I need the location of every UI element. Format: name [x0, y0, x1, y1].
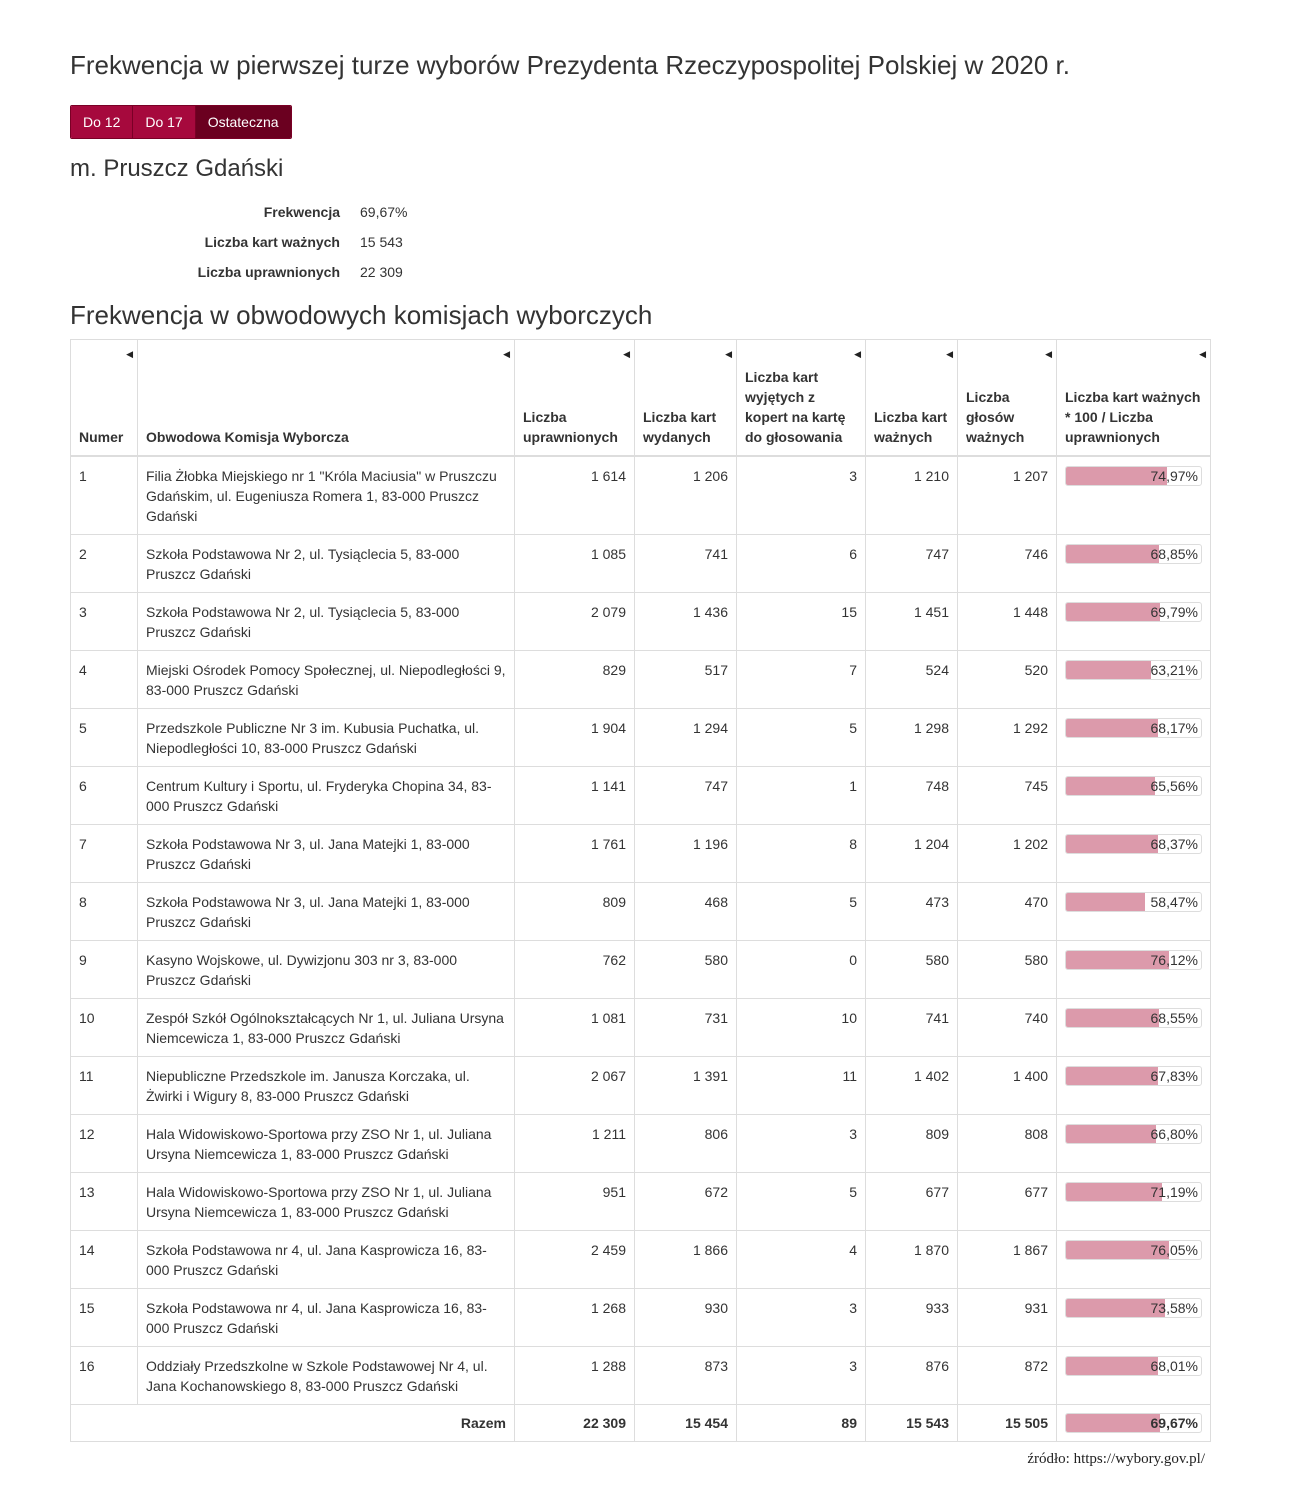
turnout-cell [1057, 592, 1211, 650]
turnout-bar [1065, 1240, 1202, 1260]
komisja-cell: Szkoła Podstawowa nr 4, ul. Jana Kasprowicza 16, 83-000 Pruszcz Gdański [138, 1230, 515, 1288]
turnout-bar-label: 71,19% [1150, 1183, 1198, 1200]
turnout-bar-label: 68,85% [1150, 545, 1198, 562]
valid-cards-cell: 1 204 [866, 824, 958, 882]
summary-value: 22 309 [360, 264, 403, 280]
numer-cell: 6 [71, 766, 138, 824]
issued-cell: 1 391 [635, 1056, 737, 1114]
turnout-bar [1065, 1124, 1202, 1144]
turnout-bar-fill [1066, 545, 1159, 563]
eligible-cell: 1 761 [515, 824, 635, 882]
envelopes-cell: 8 [737, 824, 866, 882]
summary-row [70, 197, 407, 227]
turnout-bar-fill [1066, 1414, 1160, 1432]
turnout-bar [1065, 1182, 1202, 1202]
header-kopert[interactable] [737, 340, 866, 456]
table-row [71, 534, 1211, 592]
komisja-cell: Przedszkole Publiczne Nr 3 im. Kubusia Puchatka, ul. Niepodległości 10, 83-000 Pruszcz Gdański [138, 708, 515, 766]
valid-votes-cell: 746 [958, 534, 1057, 592]
issued-cell: 1 294 [635, 708, 737, 766]
issued-cell: 672 [635, 1172, 737, 1230]
header-label: Liczba kart ważnych [874, 408, 948, 445]
summary-label: Liczba kart ważnych [204, 234, 340, 250]
total-row [71, 1404, 1211, 1441]
valid-votes-cell: 1 202 [958, 824, 1057, 882]
sort-icon: ◀ [1199, 349, 1206, 359]
numer-cell: 14 [71, 1230, 138, 1288]
table-row [71, 1172, 1211, 1230]
valid-votes-cell: 470 [958, 882, 1057, 940]
turnout-bar-fill [1066, 1067, 1158, 1085]
turnout-cell [1057, 1056, 1211, 1114]
valid-votes-cell: 1 207 [958, 456, 1057, 535]
eligible-cell: 1 085 [515, 534, 635, 592]
numer-cell: 1 [71, 456, 138, 535]
valid-cards-cell: 1 451 [866, 592, 958, 650]
eligible-cell: 951 [515, 1172, 635, 1230]
valid-cards-cell: 580 [866, 940, 958, 998]
turnout-bar-fill [1066, 1183, 1162, 1201]
valid-cards-cell: 473 [866, 882, 958, 940]
valid-votes-cell: 931 [958, 1288, 1057, 1346]
turnout-bar-fill [1066, 1357, 1158, 1375]
valid-cards-cell: 741 [866, 998, 958, 1056]
issued-cell: 1 866 [635, 1230, 737, 1288]
numer-cell: 4 [71, 650, 138, 708]
envelopes-cell: 15 [737, 592, 866, 650]
issued-cell: 1 436 [635, 592, 737, 650]
eligible-cell: 2 067 [515, 1056, 635, 1114]
turnout-bar [1065, 1413, 1202, 1433]
komisja-cell: Miejski Ośrodek Pomocy Społecznej, ul. Niepodległości 9, 83-000 Pruszcz Gdański [138, 650, 515, 708]
turnout-bar [1065, 950, 1202, 970]
turnout-bar [1065, 834, 1202, 854]
eligible-cell: 809 [515, 882, 635, 940]
turnout-bar [1065, 602, 1202, 622]
numer-cell: 16 [71, 1346, 138, 1404]
valid-votes-cell: 677 [958, 1172, 1057, 1230]
numer-cell: 12 [71, 1114, 138, 1172]
sort-icon: ◀ [946, 349, 953, 359]
turnout-bar [1065, 544, 1202, 564]
table-row [71, 456, 1211, 535]
turnout-bar-label: 68,01% [1150, 1357, 1198, 1374]
issued-cell: 741 [635, 534, 737, 592]
eligible-cell: 2 459 [515, 1230, 635, 1288]
turnout-bar-label: 68,55% [1150, 1009, 1198, 1026]
table-row [71, 1230, 1211, 1288]
turnout-cell [1057, 1288, 1211, 1346]
turnout-bar-fill [1066, 719, 1158, 737]
issued-cell: 517 [635, 650, 737, 708]
header-label: Liczba uprawnionych [523, 408, 618, 445]
turnout-bar [1065, 718, 1202, 738]
turnout-bar-fill [1066, 661, 1151, 679]
turnout-bar-fill [1066, 835, 1158, 853]
tab-do-12[interactable]: Do 12 [71, 106, 133, 138]
valid-cards-cell: 1 298 [866, 708, 958, 766]
numer-cell: 9 [71, 940, 138, 998]
valid-cards-cell: 677 [866, 1172, 958, 1230]
turnout-cell [1057, 1230, 1211, 1288]
turnout-cell [1057, 1172, 1211, 1230]
page-title: Frekwencja w pierwszej turze wyborów Prezydenta Rzeczypospolitej Polskiej w 2020 r. [70, 50, 1070, 80]
valid-votes-cell: 740 [958, 998, 1057, 1056]
envelopes-cell: 5 [737, 1172, 866, 1230]
table-row [71, 1056, 1211, 1114]
header-label: Liczba kart wyjętych z kopert na kartę do głosowania [745, 368, 846, 445]
eligible-cell: 1 268 [515, 1288, 635, 1346]
tab-ostateczna[interactable]: Ostateczna [196, 106, 291, 138]
turnout-cell [1057, 534, 1211, 592]
issued-cell: 1 196 [635, 824, 737, 882]
sort-icon: ◀ [126, 349, 133, 359]
total-valid-votes: 15 505 [958, 1404, 1057, 1441]
turnout-bar-fill [1066, 1125, 1156, 1143]
header-label: Liczba kart wydanych [643, 408, 717, 445]
issued-cell: 468 [635, 882, 737, 940]
valid-cards-cell: 1 210 [866, 456, 958, 535]
table-row [71, 1346, 1211, 1404]
komisja-cell: Szkoła Podstawowa nr 4, ul. Jana Kasprowicza 16, 83-000 Pruszcz Gdański [138, 1288, 515, 1346]
eligible-cell: 2 079 [515, 592, 635, 650]
turnout-cell [1057, 766, 1211, 824]
eligible-cell: 1 141 [515, 766, 635, 824]
sort-icon: ◀ [725, 349, 732, 359]
turnout-bar-label: 68,37% [1150, 835, 1198, 852]
table-row [71, 650, 1211, 708]
valid-cards-cell: 876 [866, 1346, 958, 1404]
sort-icon: ◀ [1045, 349, 1052, 359]
envelopes-cell: 5 [737, 708, 866, 766]
turnout-bar [1065, 892, 1202, 912]
numer-cell: 13 [71, 1172, 138, 1230]
numer-cell: 10 [71, 998, 138, 1056]
valid-cards-cell: 747 [866, 534, 958, 592]
komisja-cell: Szkoła Podstawowa Nr 3, ul. Jana Matejki 1, 83-000 Pruszcz Gdański [138, 882, 515, 940]
numer-cell: 8 [71, 882, 138, 940]
valid-votes-cell: 808 [958, 1114, 1057, 1172]
summary-table [70, 197, 407, 287]
table-row [71, 824, 1211, 882]
envelopes-cell: 1 [737, 766, 866, 824]
header-label: Obwodowa Komisja Wyborcza [146, 428, 349, 445]
eligible-cell: 1 081 [515, 998, 635, 1056]
komisja-cell: Zespół Szkół Ogólnokształcących Nr 1, ul. Juliana Ursyna Niemcewicza 1, 83-000 Pruszcz Gdański [138, 998, 515, 1056]
total-issued: 15 454 [635, 1404, 737, 1441]
eligible-cell: 1 288 [515, 1346, 635, 1404]
sort-icon: ◀ [623, 349, 630, 359]
turnout-bar-label: 66,80% [1150, 1125, 1198, 1142]
turnout-cell [1057, 998, 1211, 1056]
valid-cards-cell: 524 [866, 650, 958, 708]
summary-label: Liczba uprawnionych [197, 264, 340, 280]
eligible-cell: 1 904 [515, 708, 635, 766]
turnout-cell [1057, 650, 1211, 708]
table-row [71, 708, 1211, 766]
turnout-bar-label: 74,97% [1150, 467, 1198, 484]
issued-cell: 747 [635, 766, 737, 824]
issued-cell: 873 [635, 1346, 737, 1404]
header-wydanych[interactable] [635, 340, 737, 456]
turnout-bar-label: 68,17% [1150, 719, 1198, 736]
envelopes-cell: 7 [737, 650, 866, 708]
turnout-time-tabs [70, 105, 292, 139]
valid-votes-cell: 1 448 [958, 592, 1057, 650]
turnout-bar [1065, 1298, 1202, 1318]
header-label: Liczba kart ważnych * 100 / Liczba uprawnionych [1065, 388, 1201, 445]
numer-cell: 2 [71, 534, 138, 592]
turnout-bar-label: 76,05% [1150, 1241, 1198, 1258]
komisja-cell: Kasyno Wojskowe, ul. Dywizjonu 303 nr 3, 83-000 Pruszcz Gdański [138, 940, 515, 998]
valid-cards-cell: 809 [866, 1114, 958, 1172]
turnout-cell [1057, 824, 1211, 882]
turnout-bar [1065, 1066, 1202, 1086]
header-glosow-waznych[interactable] [958, 340, 1057, 456]
issued-cell: 731 [635, 998, 737, 1056]
envelopes-cell: 3 [737, 1346, 866, 1404]
section-title: Frekwencja w obwodowych komisjach wyborczych [70, 300, 653, 330]
valid-votes-cell: 1 867 [958, 1230, 1057, 1288]
valid-cards-cell: 748 [866, 766, 958, 824]
turnout-bar [1065, 660, 1202, 680]
table-row [71, 882, 1211, 940]
turnout-bar-label: 69,79% [1150, 603, 1198, 620]
turnout-bar [1065, 466, 1202, 486]
numer-cell: 3 [71, 592, 138, 650]
komisja-cell: Centrum Kultury i Sportu, ul. Fryderyka Chopina 34, 83-000 Pruszcz Gdański [138, 766, 515, 824]
eligible-cell: 1 211 [515, 1114, 635, 1172]
results-table [70, 339, 1211, 1442]
turnout-bar-label: 69,67% [1150, 1414, 1198, 1431]
valid-votes-cell: 1 400 [958, 1056, 1057, 1114]
issued-cell: 1 206 [635, 456, 737, 535]
header-label: Liczba głosów ważnych [966, 388, 1025, 445]
eligible-cell: 1 614 [515, 456, 635, 535]
summary-row [70, 257, 407, 287]
valid-cards-cell: 933 [866, 1288, 958, 1346]
envelopes-cell: 10 [737, 998, 866, 1056]
turnout-bar [1065, 776, 1202, 796]
table-row [71, 1114, 1211, 1172]
issued-cell: 806 [635, 1114, 737, 1172]
header-label: Numer [79, 428, 124, 445]
turnout-bar-fill [1066, 893, 1145, 911]
valid-cards-cell: 1 870 [866, 1230, 958, 1288]
header-komisja[interactable] [138, 340, 515, 456]
total-eligible: 22 309 [515, 1404, 635, 1441]
tab-do-17[interactable]: Do 17 [133, 106, 195, 138]
envelopes-cell: 3 [737, 1288, 866, 1346]
issued-cell: 930 [635, 1288, 737, 1346]
issued-cell: 580 [635, 940, 737, 998]
valid-votes-cell: 745 [958, 766, 1057, 824]
valid-votes-cell: 1 292 [958, 708, 1057, 766]
valid-votes-cell: 872 [958, 1346, 1057, 1404]
sort-icon: ◀ [503, 349, 510, 359]
table-header-row [71, 340, 1211, 456]
summary-label: Frekwencja [263, 204, 340, 220]
envelopes-cell: 0 [737, 940, 866, 998]
total-label: Razem [71, 1404, 515, 1441]
komisja-cell: Szkoła Podstawowa Nr 2, ul. Tysiąclecia 5, 83-000 Pruszcz Gdański [138, 592, 515, 650]
header-kart-waznych[interactable] [866, 340, 958, 456]
komisja-cell: Filia Żłobka Miejskiego nr 1 "Króla Maciusia" w Pruszczu Gdańskim, ul. Eugeniusza Romera 1, 83-000 Pruszcz Gdański [138, 456, 515, 535]
summary-row [70, 227, 407, 257]
table-row [71, 940, 1211, 998]
numer-cell: 7 [71, 824, 138, 882]
total-turnout-cell [1057, 1404, 1211, 1441]
valid-votes-cell: 580 [958, 940, 1057, 998]
turnout-bar [1065, 1356, 1202, 1376]
numer-cell: 5 [71, 708, 138, 766]
table-row [71, 592, 1211, 650]
envelopes-cell: 3 [737, 456, 866, 535]
komisja-cell: Hala Widowiskowo-Sportowa przy ZSO Nr 1, ul. Juliana Ursyna Niemcewicza 1, 83-000 Pruszcz Gdański [138, 1172, 515, 1230]
total-valid-cards: 15 543 [866, 1404, 958, 1441]
header-numer[interactable] [71, 340, 138, 456]
numer-cell: 11 [71, 1056, 138, 1114]
eligible-cell: 829 [515, 650, 635, 708]
turnout-cell [1057, 882, 1211, 940]
source-note: źródło: https://wybory.gov.pl/ [1027, 1451, 1205, 1467]
turnout-cell [1057, 1346, 1211, 1404]
table-body [71, 456, 1211, 1405]
envelopes-cell: 5 [737, 882, 866, 940]
eligible-cell: 762 [515, 940, 635, 998]
numer-cell: 15 [71, 1288, 138, 1346]
header-frekwencja[interactable] [1057, 340, 1211, 456]
komisja-cell: Szkoła Podstawowa Nr 3, ul. Jana Matejki 1, 83-000 Pruszcz Gdański [138, 824, 515, 882]
turnout-bar-label: 67,83% [1150, 1067, 1198, 1084]
sort-icon: ◀ [854, 349, 861, 359]
turnout-cell [1057, 1114, 1211, 1172]
table-row [71, 998, 1211, 1056]
turnout-bar-label: 63,21% [1150, 661, 1198, 678]
table-row [71, 1288, 1211, 1346]
turnout-bar-label: 76,12% [1150, 951, 1198, 968]
region-title: m. Pruszcz Gdański [70, 155, 284, 182]
turnout-bar [1065, 1008, 1202, 1028]
turnout-bar-fill [1066, 777, 1155, 795]
komisja-cell: Hala Widowiskowo-Sportowa przy ZSO Nr 1, ul. Juliana Ursyna Niemcewicza 1, 83-000 Pruszcz Gdański [138, 1114, 515, 1172]
turnout-bar-label: 65,56% [1150, 777, 1198, 794]
turnout-bar-label: 73,58% [1150, 1299, 1198, 1316]
turnout-cell [1057, 456, 1211, 535]
envelopes-cell: 4 [737, 1230, 866, 1288]
komisja-cell: Oddziały Przedszkolne w Szkole Podstawowej Nr 4, ul. Jana Kochanowskiego 8, 83-000 Pruszcz Gdański [138, 1346, 515, 1404]
total-envelopes: 89 [737, 1404, 866, 1441]
envelopes-cell: 3 [737, 1114, 866, 1172]
envelopes-cell: 6 [737, 534, 866, 592]
turnout-bar-fill [1066, 1009, 1159, 1027]
valid-votes-cell: 520 [958, 650, 1057, 708]
summary-value: 15 543 [360, 234, 403, 250]
table-row [71, 766, 1211, 824]
header-uprawnionych[interactable] [515, 340, 635, 456]
turnout-bar-fill [1066, 603, 1160, 621]
envelopes-cell: 11 [737, 1056, 866, 1114]
turnout-bar-label: 58,47% [1150, 893, 1198, 910]
valid-cards-cell: 1 402 [866, 1056, 958, 1114]
komisja-cell: Szkoła Podstawowa Nr 2, ul. Tysiąclecia 5, 83-000 Pruszcz Gdański [138, 534, 515, 592]
summary-value: 69,67% [360, 204, 408, 220]
turnout-cell [1057, 940, 1211, 998]
komisja-cell: Niepubliczne Przedszkole im. Janusza Korczaka, ul. Żwirki i Wigury 8, 83-000 Pruszcz Gdański [138, 1056, 515, 1114]
turnout-cell [1057, 708, 1211, 766]
